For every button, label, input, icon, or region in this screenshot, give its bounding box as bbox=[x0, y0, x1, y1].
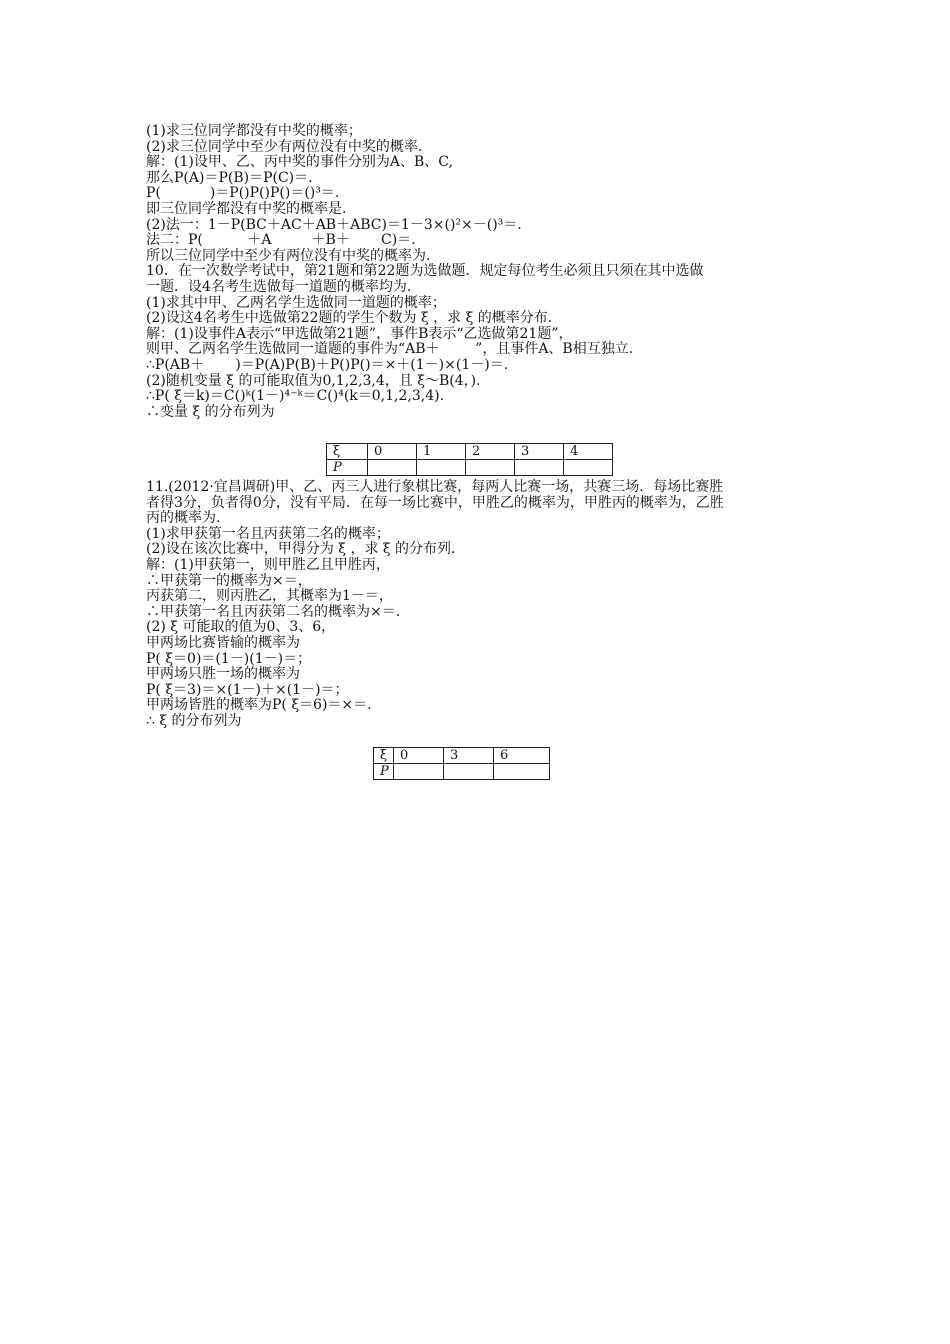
text-line: 者得3分，负者得0分，没有平局．在每一场比赛中，甲胜乙的概率为，甲胜丙的概率为，乙胜 bbox=[146, 494, 724, 511]
text-line: 即三位同学都没有中奖的概率是. bbox=[146, 200, 347, 217]
table-cell: P bbox=[327, 460, 368, 476]
text-line: 甲两场比赛皆输的概率为 bbox=[146, 634, 300, 651]
text-line: 一题．设4名考生选做每一道题的概率均为. bbox=[146, 278, 412, 295]
table-cell bbox=[394, 764, 444, 780]
text-line: (2)随机变量 ξ 的可能取值为0,1,2,3,4，且 ξ～B(4，). bbox=[146, 372, 481, 389]
table-cell: ξ bbox=[327, 444, 368, 460]
text-line: ∴P( ξ＝k)＝C()ᵏ(1－)⁴⁻ᵏ＝C()⁴(k＝0,1,2,3,4). bbox=[146, 388, 445, 405]
table-cell: 3 bbox=[444, 748, 494, 764]
text-line: ∴P(AB＋ )＝P(A)P(B)＋P()P()＝×＋(1－)×(1－)＝. bbox=[146, 356, 509, 373]
table-row bbox=[374, 748, 550, 764]
table-cell bbox=[444, 764, 494, 780]
text-line: 那么P(A)＝P(B)＝P(C)＝. bbox=[146, 169, 313, 186]
text-line: (1)求甲获第一名且丙获第二名的概率； bbox=[146, 525, 390, 542]
solution-text-block-1 bbox=[146, 124, 806, 420]
distribution-table-2 bbox=[373, 747, 550, 780]
text-line: 甲两场皆胜的概率为P( ξ＝6)＝×＝. bbox=[146, 697, 372, 714]
table-cell: ξ bbox=[374, 748, 394, 764]
text-line: P( ξ＝0)＝(1－)(1－)＝； bbox=[146, 650, 312, 667]
text-line: (2)求三位同学中至少有两位没有中奖的概率. bbox=[146, 138, 423, 155]
text-line: 所以三位同学中至少有两位没有中奖的概率为. bbox=[146, 247, 431, 264]
text-line: (2)法一：1－P(BC＋AC＋AB＋ABC)＝1－3×()²×－()³＝. bbox=[146, 216, 522, 233]
table-cell bbox=[515, 460, 564, 476]
table-row bbox=[327, 444, 613, 460]
text-line: ∴甲获第一名且丙获第二名的概率为×＝. bbox=[146, 603, 401, 620]
text-line: 丙获第二，则丙胜乙，其概率为1－＝， bbox=[146, 588, 393, 605]
table-cell: 3 bbox=[515, 444, 564, 460]
text-line: 则甲、乙两名学生选做同一道题的事件为“AB＋ ”，且事件A、B相互独立. bbox=[146, 341, 634, 358]
table-cell: 4 bbox=[564, 444, 613, 460]
text-line: 解：(1)设事件A表示“甲选做第21题”，事件B表示“乙选做第21题”， bbox=[146, 325, 573, 342]
text-line: P( ξ＝3)＝×(1－)＋×(1－)＝； bbox=[146, 681, 349, 698]
text-line: 11.(2012·宜昌调研)甲、乙、丙三人进行象棋比赛，每两人比赛一场，共赛三场．每场比赛胜 bbox=[146, 479, 724, 495]
text-line: (1)求三位同学都没有中奖的概率； bbox=[146, 123, 362, 139]
text-line: (2) ξ 可能取的值为0、3、6， bbox=[146, 619, 336, 636]
table-cell bbox=[466, 460, 515, 476]
text-line: 甲两场只胜一场的概率为 bbox=[146, 666, 300, 683]
table-cell bbox=[417, 460, 466, 476]
table-cell: 2 bbox=[466, 444, 515, 460]
table-cell bbox=[368, 460, 417, 476]
table-cell: P bbox=[374, 764, 394, 780]
table-cell: 0 bbox=[368, 444, 417, 460]
text-line: ∴甲获第一的概率为×＝， bbox=[146, 572, 312, 589]
text-line: ∴变量 ξ 的分布列为 bbox=[146, 403, 275, 420]
table-row bbox=[374, 764, 550, 780]
table-row bbox=[327, 460, 613, 476]
text-line: 10．在一次数学考试中，第21题和第22题为选做题．规定每位考生必须且只须在其中选做 bbox=[146, 263, 704, 280]
text-line: P( )＝P()P()P()＝()³＝. bbox=[146, 185, 340, 202]
table-cell: 6 bbox=[494, 748, 550, 764]
text-line: (1)求其中甲、乙两名学生选做同一道题的概率； bbox=[146, 294, 446, 311]
solution-text-block-2 bbox=[146, 480, 806, 730]
table-cell: 0 bbox=[394, 748, 444, 764]
table-cell bbox=[494, 764, 550, 780]
table-cell: 1 bbox=[417, 444, 466, 460]
text-line: (2)设在该次比赛中，甲得分为 ξ ，求 ξ 的分布列. bbox=[146, 541, 456, 558]
table-cell bbox=[564, 460, 613, 476]
text-line: 丙的概率为. bbox=[146, 510, 221, 527]
distribution-table-1 bbox=[326, 443, 613, 476]
text-line: 解：(1)甲获第一，则甲胜乙且甲胜丙， bbox=[146, 556, 390, 573]
text-line: ∴ ξ 的分布列为 bbox=[146, 712, 242, 729]
text-line: 解：(1)设甲、乙、丙中奖的事件分别为A、B、C, bbox=[146, 154, 453, 171]
text-line: 法二：P( ＋A ＋B＋ C)＝. bbox=[146, 232, 416, 249]
text-line: (2)设这4名考生中选做第22题的学生个数为 ξ ，求 ξ 的概率分布. bbox=[146, 310, 553, 327]
